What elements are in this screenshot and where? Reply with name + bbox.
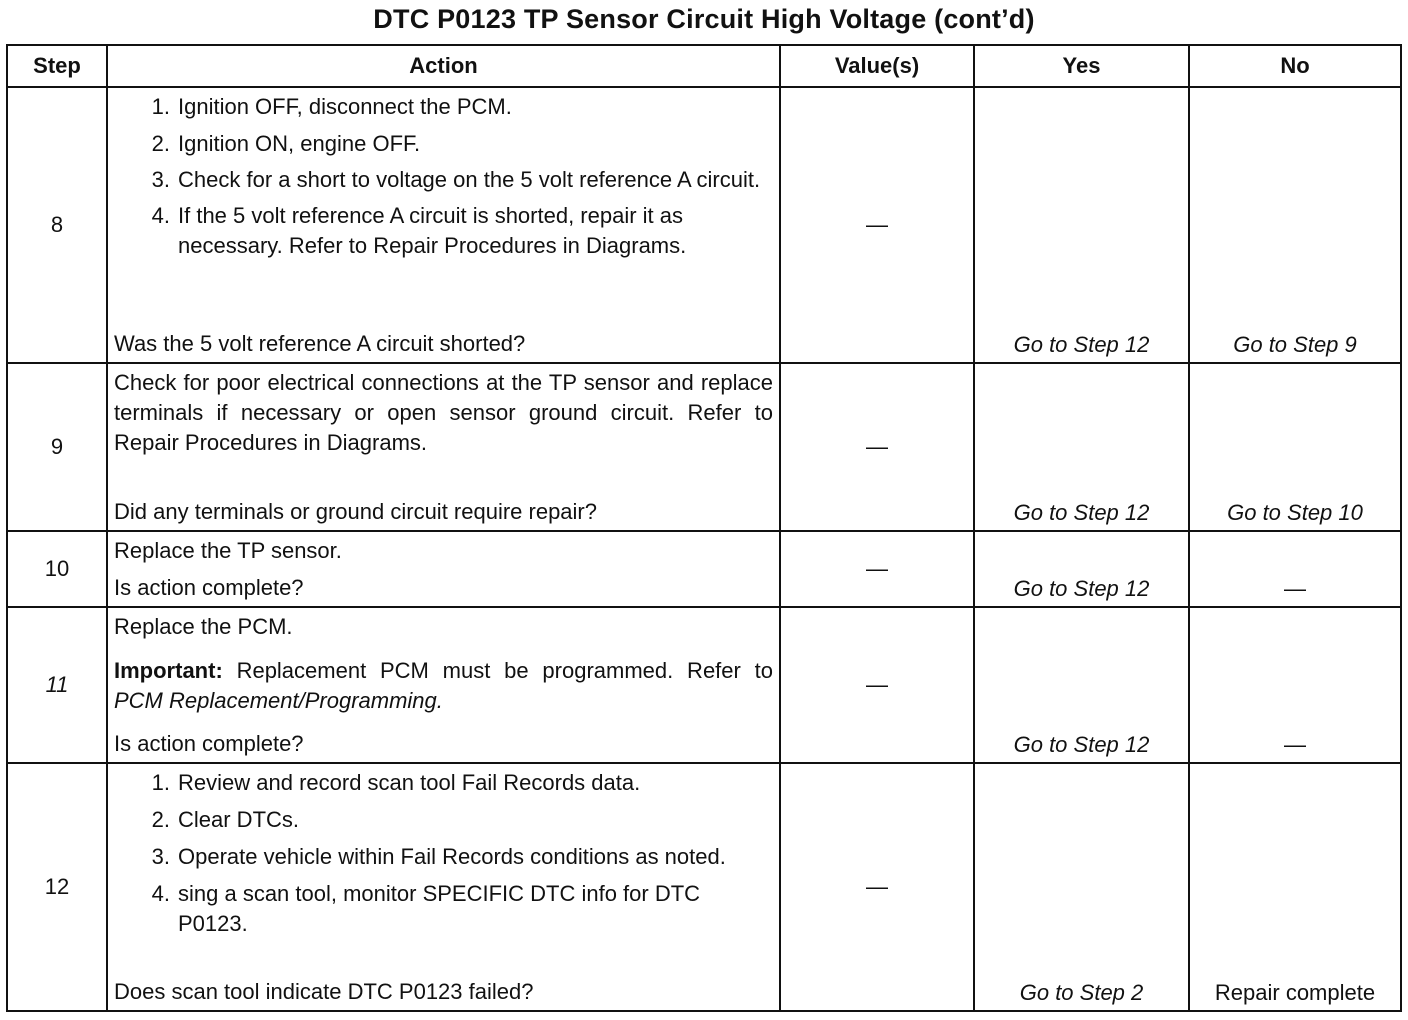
step-number: 11 [7,607,107,763]
no-cell: Go to Step 10 [1189,363,1401,531]
no-cell: Repair complete [1189,763,1401,1011]
action-cell [107,87,780,363]
value-cell: — [780,763,974,1011]
action-steps [114,768,773,939]
action-question: Is action complete? [114,731,304,756]
table-row [7,607,1401,763]
yes-cell: Go to Step 12 [974,607,1189,763]
important-label: Important: [114,658,223,683]
table-row [7,763,1401,1011]
table-row [7,363,1401,531]
action-cell [107,763,780,1011]
header-action: Action [107,45,780,87]
table-row [7,531,1401,607]
header-step: Step [7,45,107,87]
step-number: 10 [7,531,107,607]
action-question: Is action complete? [114,575,304,600]
action-question: Does scan tool indicate DTC P0123 failed? [114,979,534,1004]
important-text: Replacement PCM must be programmed. Refer to [222,658,773,683]
value-cell: — [780,531,974,607]
list-item: 4. If the 5 volt reference A circuit is shorted, repair it as necessary. Refer to Repair Procedures in Diagrams. [151,203,687,258]
value-cell: — [780,363,974,531]
value-cell: — [780,87,974,363]
action-steps [114,92,773,268]
yes-cell: Go to Step 12 [974,531,1189,607]
step-number: 8 [7,87,107,363]
header-values: Value(s) [780,45,974,87]
step-number: 12 [7,763,107,1011]
no-cell: — [1189,607,1401,763]
table-row [7,87,1401,363]
action-text: Replace the TP sensor. [114,538,342,563]
action-cell [107,363,780,531]
header-no: No [1189,45,1401,87]
list-item: 4. sing a scan tool, monitor SPECIFIC DTC info for DTC P0123. [151,881,701,936]
list-item: 1. Review and record scan tool Fail Records data. [151,770,641,795]
action-question: Did any terminals or ground circuit require repair? [114,499,597,524]
dtc-table [6,44,1402,1012]
header-yes: Yes [974,45,1189,87]
no-cell: Go to Step 9 [1189,87,1401,363]
action-cell [107,607,780,763]
list-item: 2. Clear DTCs. [151,807,300,832]
action-question: Was the 5 volt reference A circuit shorted? [114,331,526,356]
action-text: Check for poor electrical connections at the TP sensor and replace terminals if necessary or open sensor ground circuit. Refer to Repair Procedures in Diagrams. [114,370,773,455]
important-note [114,656,773,716]
yes-cell: Go to Step 2 [974,763,1189,1011]
header-row [7,45,1401,87]
yes-cell: Go to Step 12 [974,363,1189,531]
yes-cell: Go to Step 12 [974,87,1189,363]
value-cell: — [780,607,974,763]
action-cell [107,531,780,607]
no-cell: — [1189,531,1401,607]
important-reference: PCM Replacement/Programming. [114,688,443,713]
list-item: 3. Check for a short to voltage on the 5 volt reference A circuit. [151,167,761,192]
step-number: 9 [7,363,107,531]
action-text: Replace the PCM. [114,614,293,639]
list-item: 2. Ignition ON, engine OFF. [151,131,421,156]
list-item: 3. Operate vehicle within Fail Records conditions as noted. [151,844,726,869]
list-item: 1. Ignition OFF, disconnect the PCM. [151,94,512,119]
page-title: DTC P0123 TP Sensor Circuit High Voltage (cont’d) [373,4,1035,34]
